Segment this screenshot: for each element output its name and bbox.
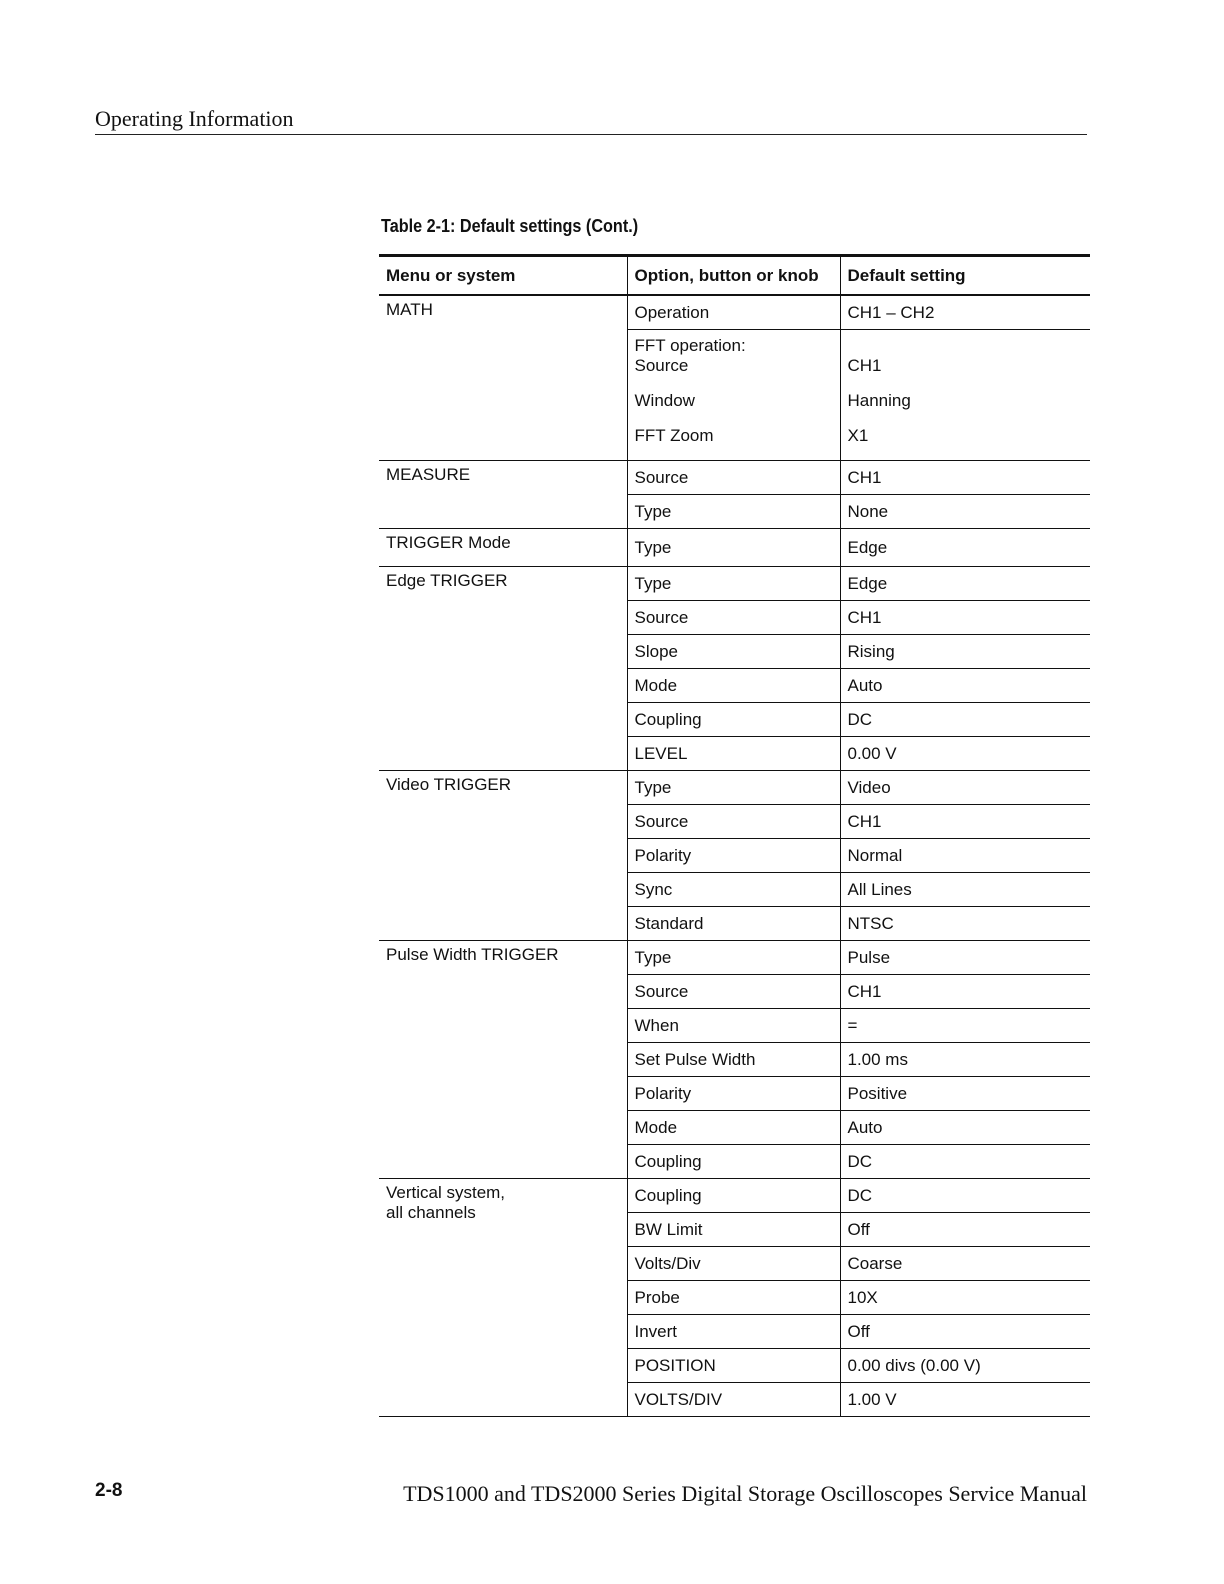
value-cell: 1.00 V <box>840 1383 1090 1417</box>
group-label: MATH <box>379 295 627 461</box>
default-settings-table <box>379 254 1090 1417</box>
value-cell: = <box>840 1009 1090 1043</box>
value-cell: Normal <box>840 839 1090 873</box>
option-cell <box>627 330 840 461</box>
group-label: Pulse Width TRIGGER <box>379 941 627 1179</box>
table-row <box>379 1179 1090 1213</box>
option-text: FFT Zoom <box>634 426 714 445</box>
table-caption: Table 2-1: Default settings (Cont.) <box>381 216 639 236</box>
value-cell: Video <box>840 771 1090 805</box>
value-cell: Positive <box>840 1077 1090 1111</box>
option-cell: Invert <box>627 1315 840 1349</box>
option-cell: Set Pulse Width <box>627 1043 840 1077</box>
group-label-line: Vertical system, <box>386 1183 506 1202</box>
table-header-row <box>379 256 1090 296</box>
value-cell: CH1 <box>840 601 1090 635</box>
value-cell: NTSC <box>840 907 1090 941</box>
option-cell: BW Limit <box>627 1213 840 1247</box>
value-text: CH1 <box>847 356 882 375</box>
value-cell: 0.00 divs (0.00 V) <box>840 1349 1090 1383</box>
option-cell: When <box>627 1009 840 1043</box>
table-row <box>379 771 1090 805</box>
option-cell: LEVEL <box>627 737 840 771</box>
option-cell: Standard <box>627 907 840 941</box>
column-header: Menu or system <box>379 256 627 296</box>
column-header: Option, button or knob <box>627 256 840 296</box>
column-header: Default setting <box>840 256 1090 296</box>
option-cell: Type <box>627 529 840 567</box>
table-row <box>379 941 1090 975</box>
value-cell: CH1 <box>840 461 1090 495</box>
value-cell: Off <box>840 1315 1090 1349</box>
option-cell: Operation <box>627 295 840 330</box>
group-label-line: all channels <box>386 1203 476 1222</box>
value-cell: Coarse <box>840 1247 1090 1281</box>
value-text: X1 <box>847 426 869 445</box>
value-cell: 0.00 V <box>840 737 1090 771</box>
option-cell: Polarity <box>627 1077 840 1111</box>
value-cell: 1.00 ms <box>840 1043 1090 1077</box>
value-cell: Edge <box>840 529 1090 567</box>
group-label <box>379 1179 627 1417</box>
value-cell: Pulse <box>840 941 1090 975</box>
group-label: Edge TRIGGER <box>379 567 627 771</box>
value-cell: All Lines <box>840 873 1090 907</box>
group-label: MEASURE <box>379 461 627 529</box>
table-row <box>379 529 1090 567</box>
option-cell: Sync <box>627 873 840 907</box>
table-row <box>379 295 1090 330</box>
value-cell: CH1 <box>840 975 1090 1009</box>
option-cell: Coupling <box>627 1179 840 1213</box>
option-cell: Source <box>627 461 840 495</box>
option-cell: Polarity <box>627 839 840 873</box>
option-cell: Coupling <box>627 703 840 737</box>
fft-heading: FFT operation: <box>634 336 746 355</box>
option-cell: Volts/Div <box>627 1247 840 1281</box>
table-row <box>379 461 1090 495</box>
value-cell: Edge <box>840 567 1090 601</box>
value-cell: Off <box>840 1213 1090 1247</box>
option-cell: Mode <box>627 1111 840 1145</box>
manual-title: TDS1000 and TDS2000 Series Digital Storage Oscilloscopes Service Manual <box>403 1481 1087 1506</box>
value-cell: None <box>840 495 1090 529</box>
value-cell: CH1 – CH2 <box>840 295 1090 330</box>
running-header: Operating Information <box>95 106 1087 135</box>
option-cell: Type <box>627 941 840 975</box>
value-cell: Auto <box>840 669 1090 703</box>
value-cell: DC <box>840 1179 1090 1213</box>
option-text: Window <box>634 391 695 410</box>
value-cell: Auto <box>840 1111 1090 1145</box>
option-cell: Source <box>627 805 840 839</box>
option-cell: POSITION <box>627 1349 840 1383</box>
option-cell: Probe <box>627 1281 840 1315</box>
option-cell: Source <box>627 601 840 635</box>
option-cell: Mode <box>627 669 840 703</box>
value-cell: 10X <box>840 1281 1090 1315</box>
value-cell: CH1 <box>840 805 1090 839</box>
page-number: 2-8 <box>95 1480 123 1501</box>
group-label: TRIGGER Mode <box>379 529 627 567</box>
value-cell <box>840 330 1090 461</box>
option-cell: Type <box>627 567 840 601</box>
option-cell: Source <box>627 975 840 1009</box>
option-cell: Type <box>627 495 840 529</box>
option-cell: VOLTS/DIV <box>627 1383 840 1417</box>
option-cell: Coupling <box>627 1145 840 1179</box>
option-cell: Type <box>627 771 840 805</box>
group-label: Video TRIGGER <box>379 771 627 941</box>
option-text: Source <box>634 356 689 375</box>
option-cell: Slope <box>627 635 840 669</box>
value-cell: DC <box>840 1145 1090 1179</box>
value-cell: Rising <box>840 635 1090 669</box>
table-row <box>379 567 1090 601</box>
value-cell: DC <box>840 703 1090 737</box>
value-text: Hanning <box>847 391 911 410</box>
spacer <box>848 335 1084 355</box>
